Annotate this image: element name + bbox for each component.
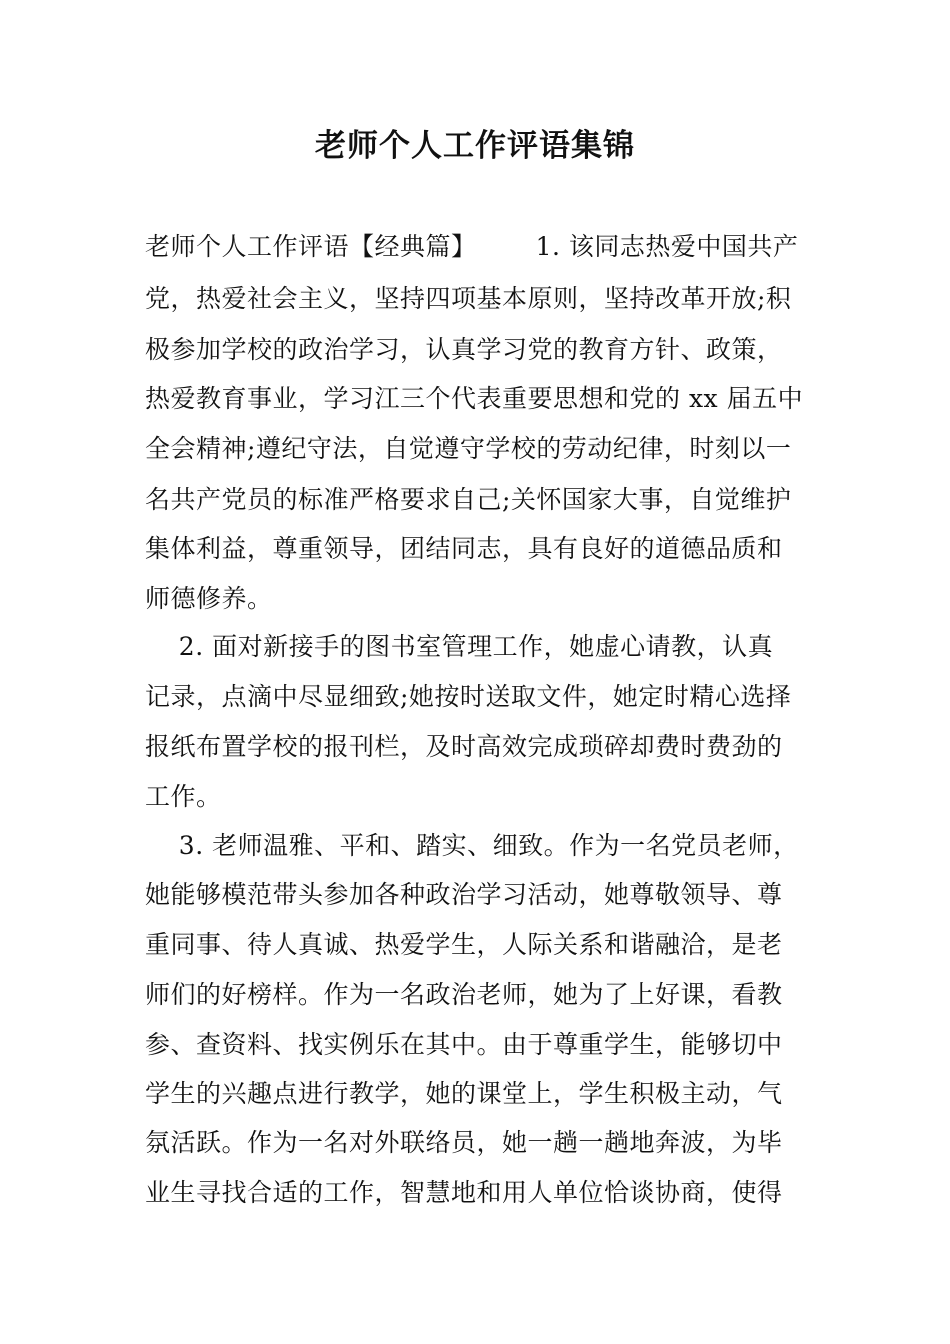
body-line: 她能够模范带头参加各种政治学习活动，她尊敬领导、尊 — [145, 880, 783, 909]
body-line: 记录，点滴中尽显细致;她按时送取文件，她定时精心选择 — [145, 682, 792, 711]
body-line: 师们的好榜样。作为一名政治老师，她为了上好课，看教 — [145, 980, 783, 1009]
body-line: 报纸布置学校的报刊栏，及时高效完成琐碎却费时费劲的 — [145, 732, 783, 761]
body-line: 参、查资料、找实例乐在其中。由于尊重学生，能够切中 — [145, 1030, 783, 1059]
body-line: 工作。 — [145, 782, 222, 811]
document-title: 老师个人工作评语集锦 — [315, 128, 635, 164]
body-line: 师德修养。 — [145, 584, 273, 613]
body-line: 老师个人工作评语【经典篇】 1. 该同志热爱中国共产 — [145, 232, 799, 261]
body-line: 集体利益，尊重领导，团结同志，具有良好的道德品质和 — [145, 534, 783, 563]
body-line: 2. 面对新接手的图书室管理工作，她虚心请教，认真 — [145, 632, 774, 661]
body-line: 热爱教育事业，学习江三个代表重要思想和党的 xx 届五中 — [145, 384, 804, 413]
body-line: 极参加学校的政治学习，认真学习党的教育方针、政策， — [145, 335, 783, 364]
body-line: 全会精神;遵纪守法，自觉遵守学校的劳动纪律，时刻以一 — [145, 434, 792, 463]
body-line: 名共产党员的标准严格要求自己;关怀国家大事，自觉维护 — [145, 485, 792, 514]
body-line: 学生的兴趣点进行教学，她的课堂上，学生积极主动，气 — [145, 1079, 783, 1108]
body-line: 重同事、待人真诚、热爱学生，人际关系和谐融洽，是老 — [145, 930, 783, 959]
body-line: 氛活跃。作为一名对外联络员，她一趟一趟地奔波，为毕 — [145, 1128, 783, 1157]
body-line: 党，热爱社会主义，坚持四项基本原则，坚持改革开放;积 — [145, 284, 792, 313]
body-line: 3. 老师温雅、平和、踏实、细致。作为一名党员老师， — [145, 831, 799, 860]
body-line: 业生寻找合适的工作，智慧地和用人单位恰谈协商，使得 — [145, 1178, 783, 1207]
